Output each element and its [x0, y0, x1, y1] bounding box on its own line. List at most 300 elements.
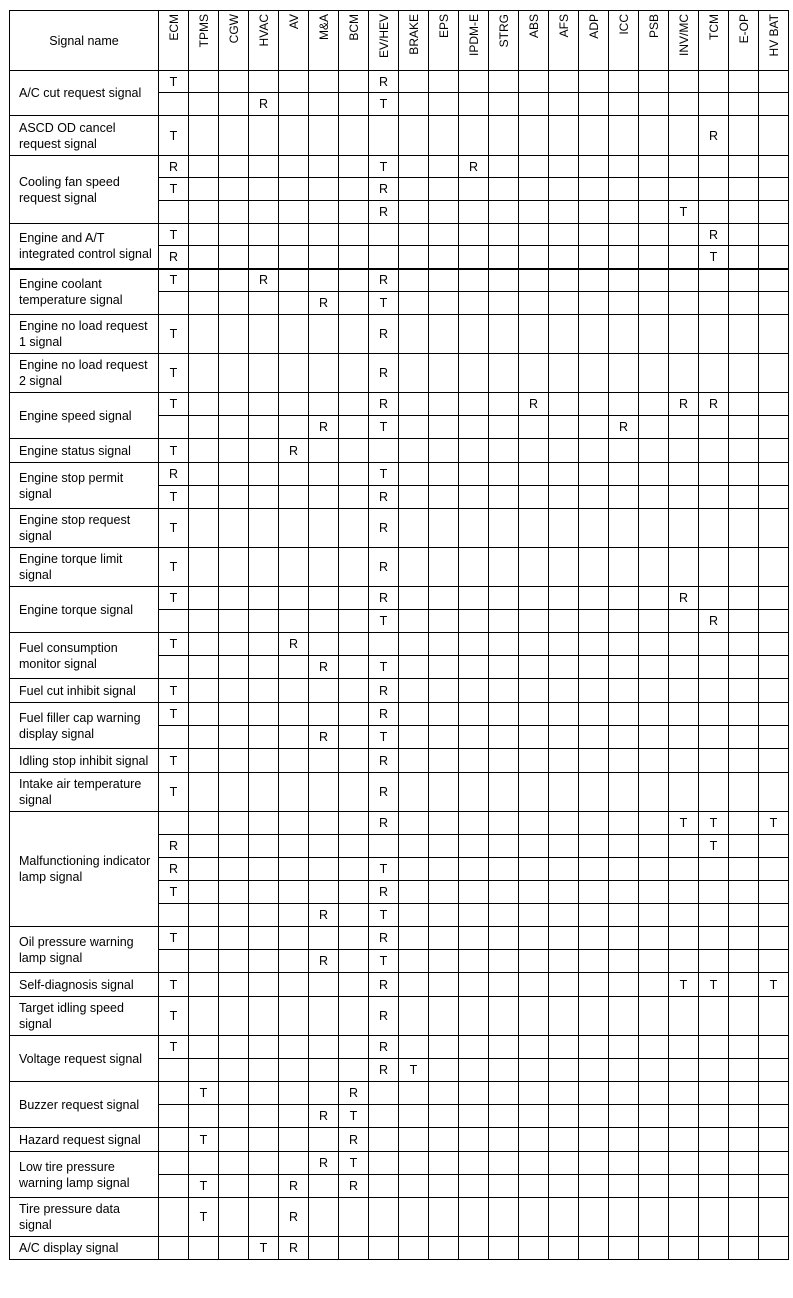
cell-bcm	[339, 587, 369, 610]
cell-inv-mc: R	[669, 587, 699, 610]
cell-afs	[549, 1059, 579, 1082]
cell-e-op	[729, 178, 759, 201]
cell-hvac	[249, 463, 279, 486]
cell-hvac	[249, 486, 279, 509]
cell-adp	[579, 1105, 609, 1128]
cell-av	[279, 116, 309, 156]
cell-psb	[639, 1237, 669, 1260]
cell-strg	[489, 835, 519, 858]
cell-bcm	[339, 633, 369, 656]
cell-hv-bat	[759, 656, 789, 679]
cell-inv-mc	[669, 679, 699, 703]
cell-bcm	[339, 679, 369, 703]
cell-m-a	[309, 548, 339, 587]
cell-hvac	[249, 835, 279, 858]
cell-afs	[549, 439, 579, 463]
cell-ecm: T	[159, 633, 189, 656]
cell-inv-mc	[669, 881, 699, 904]
cell-abs	[519, 633, 549, 656]
cell-brake	[399, 587, 429, 610]
cell-adp	[579, 439, 609, 463]
cell-eps	[429, 973, 459, 997]
cell-m-a	[309, 633, 339, 656]
cell-m-a	[309, 463, 339, 486]
cell-afs	[549, 463, 579, 486]
cell-ev-hev: T	[369, 950, 399, 973]
cell-eps	[429, 315, 459, 354]
cell-av	[279, 703, 309, 726]
cell-hvac	[249, 749, 279, 773]
cell-e-op	[729, 773, 759, 812]
cell-adp	[579, 548, 609, 587]
cell-adp	[579, 201, 609, 224]
cell-brake	[399, 726, 429, 749]
cell-ipdm-e	[459, 881, 489, 904]
cell-inv-mc: T	[669, 812, 699, 835]
cell-bcm	[339, 773, 369, 812]
signal-name: ASCD OD cancel request signal	[10, 116, 159, 156]
cell-hvac	[249, 858, 279, 881]
cell-ipdm-e	[459, 224, 489, 246]
cell-m-a	[309, 610, 339, 633]
cell-inv-mc	[669, 1082, 699, 1105]
cell-strg	[489, 656, 519, 679]
cell-brake	[399, 416, 429, 439]
cell-brake: T	[399, 1059, 429, 1082]
cell-ipdm-e	[459, 1128, 489, 1152]
cell-ecm: T	[159, 973, 189, 997]
cell-abs	[519, 156, 549, 178]
cell-adp	[579, 116, 609, 156]
cell-icc	[609, 997, 639, 1036]
cell-abs	[519, 997, 549, 1036]
cell-brake	[399, 656, 429, 679]
cell-psb	[639, 463, 669, 486]
cell-bcm	[339, 548, 369, 587]
cell-ev-hev: R	[369, 1059, 399, 1082]
table-row	[10, 1237, 789, 1260]
cell-eps	[429, 679, 459, 703]
cell-ev-hev: R	[369, 354, 399, 393]
cell-brake	[399, 71, 429, 93]
cell-afs	[549, 881, 579, 904]
cell-hv-bat	[759, 950, 789, 973]
cell-ev-hev: R	[369, 315, 399, 354]
cell-icc	[609, 973, 639, 997]
cell-abs	[519, 1059, 549, 1082]
cell-cgw	[219, 1175, 249, 1198]
cell-ecm	[159, 950, 189, 973]
cell-icc	[609, 587, 639, 610]
cell-cgw	[219, 1059, 249, 1082]
cell-ipdm-e	[459, 71, 489, 93]
cell-cgw	[219, 201, 249, 224]
cell-e-op	[729, 509, 759, 548]
cell-abs	[519, 224, 549, 246]
cell-tcm: R	[699, 224, 729, 246]
cell-abs	[519, 858, 549, 881]
cell-hv-bat	[759, 548, 789, 587]
cell-tpms	[189, 116, 219, 156]
cell-eps	[429, 269, 459, 292]
cell-tcm	[699, 1082, 729, 1105]
cell-tcm	[699, 1237, 729, 1260]
cell-strg	[489, 904, 519, 927]
cell-hv-bat	[759, 224, 789, 246]
cell-eps	[429, 93, 459, 116]
cell-ev-hev	[369, 246, 399, 269]
cell-tpms	[189, 973, 219, 997]
column-header-hvac	[249, 11, 279, 71]
cell-ecm: T	[159, 224, 189, 246]
cell-hv-bat	[759, 587, 789, 610]
cell-ipdm-e	[459, 416, 489, 439]
cell-bcm	[339, 610, 369, 633]
cell-inv-mc	[669, 116, 699, 156]
cell-av: R	[279, 1237, 309, 1260]
cell-tpms	[189, 927, 219, 950]
column-header-strg	[489, 11, 519, 71]
cell-m-a	[309, 587, 339, 610]
cell-abs	[519, 178, 549, 201]
cell-av	[279, 1128, 309, 1152]
cell-strg	[489, 881, 519, 904]
cell-bcm	[339, 927, 369, 950]
cell-eps	[429, 1198, 459, 1237]
cell-brake	[399, 1152, 429, 1175]
cell-av	[279, 486, 309, 509]
column-header-label: PSB	[646, 14, 661, 39]
cell-icc	[609, 610, 639, 633]
cell-abs	[519, 1175, 549, 1198]
cell-abs	[519, 656, 549, 679]
cell-tpms	[189, 881, 219, 904]
cell-strg	[489, 292, 519, 315]
cell-bcm	[339, 835, 369, 858]
cell-hvac	[249, 178, 279, 201]
cell-strg	[489, 1152, 519, 1175]
cell-psb	[639, 548, 669, 587]
cell-hvac	[249, 726, 279, 749]
cell-tcm	[699, 633, 729, 656]
cell-psb	[639, 927, 669, 950]
cell-ecm	[159, 656, 189, 679]
cell-adp	[579, 904, 609, 927]
cell-psb	[639, 93, 669, 116]
cell-strg	[489, 269, 519, 292]
cell-abs	[519, 116, 549, 156]
cell-adp	[579, 1237, 609, 1260]
cell-abs	[519, 1105, 549, 1128]
cell-adp	[579, 156, 609, 178]
cell-tcm	[699, 416, 729, 439]
cell-tcm	[699, 1198, 729, 1237]
cell-adp	[579, 997, 609, 1036]
column-header-label: TPMS	[196, 14, 211, 48]
cell-inv-mc	[669, 1036, 699, 1059]
column-header-label: ECM	[166, 14, 181, 41]
cell-tpms	[189, 656, 219, 679]
cell-av	[279, 679, 309, 703]
cell-ecm: T	[159, 393, 189, 416]
cell-ipdm-e	[459, 116, 489, 156]
cell-afs	[549, 812, 579, 835]
cell-brake	[399, 812, 429, 835]
cell-abs	[519, 679, 549, 703]
signal-table	[9, 10, 789, 1260]
cell-hvac	[249, 246, 279, 269]
cell-cgw	[219, 416, 249, 439]
cell-cgw	[219, 93, 249, 116]
cell-cgw	[219, 156, 249, 178]
cell-adp	[579, 224, 609, 246]
cell-e-op	[729, 997, 759, 1036]
cell-m-a	[309, 703, 339, 726]
column-header-m-a	[309, 11, 339, 71]
signal-name: Malfunctioning indicator lamp signal	[10, 812, 159, 927]
cell-tpms: T	[189, 1128, 219, 1152]
cell-hvac	[249, 156, 279, 178]
cell-cgw	[219, 116, 249, 156]
cell-tcm	[699, 904, 729, 927]
cell-hv-bat	[759, 610, 789, 633]
cell-m-a	[309, 1128, 339, 1152]
cell-ipdm-e	[459, 1152, 489, 1175]
cell-ecm: T	[159, 509, 189, 548]
cell-m-a	[309, 749, 339, 773]
table-row	[10, 633, 789, 656]
cell-eps	[429, 726, 459, 749]
cell-bcm	[339, 116, 369, 156]
cell-bcm	[339, 201, 369, 224]
cell-psb	[639, 858, 669, 881]
cell-ev-hev	[369, 1237, 399, 1260]
signal-name: Engine torque signal	[10, 587, 159, 633]
cell-icc	[609, 439, 639, 463]
cell-ecm	[159, 292, 189, 315]
cell-eps	[429, 703, 459, 726]
table-row	[10, 973, 789, 997]
table-row	[10, 354, 789, 393]
cell-psb	[639, 1036, 669, 1059]
cell-afs	[549, 224, 579, 246]
cell-tpms	[189, 587, 219, 610]
cell-ecm	[159, 201, 189, 224]
cell-tpms	[189, 1036, 219, 1059]
cell-adp	[579, 71, 609, 93]
cell-bcm	[339, 156, 369, 178]
cell-tcm	[699, 749, 729, 773]
cell-e-op	[729, 1036, 759, 1059]
cell-m-a	[309, 835, 339, 858]
cell-cgw	[219, 354, 249, 393]
cell-eps	[429, 881, 459, 904]
cell-tcm: R	[699, 610, 729, 633]
cell-m-a	[309, 1237, 339, 1260]
cell-adp	[579, 1175, 609, 1198]
cell-icc	[609, 858, 639, 881]
cell-strg	[489, 246, 519, 269]
cell-ipdm-e	[459, 178, 489, 201]
cell-ev-hev: T	[369, 858, 399, 881]
cell-strg	[489, 950, 519, 973]
column-header-psb	[639, 11, 669, 71]
cell-hvac	[249, 703, 279, 726]
cell-brake	[399, 156, 429, 178]
cell-inv-mc	[669, 927, 699, 950]
cell-adp	[579, 587, 609, 610]
cell-ev-hev: R	[369, 269, 399, 292]
cell-m-a	[309, 973, 339, 997]
cell-abs	[519, 292, 549, 315]
cell-abs	[519, 463, 549, 486]
cell-psb	[639, 509, 669, 548]
cell-av	[279, 93, 309, 116]
cell-e-op	[729, 416, 759, 439]
table-row	[10, 116, 789, 156]
cell-m-a	[309, 881, 339, 904]
cell-e-op	[729, 246, 759, 269]
cell-hvac	[249, 656, 279, 679]
cell-inv-mc	[669, 703, 699, 726]
cell-hvac	[249, 116, 279, 156]
cell-av: R	[279, 1175, 309, 1198]
cell-tcm	[699, 1036, 729, 1059]
cell-hvac	[249, 1175, 279, 1198]
cell-e-op	[729, 548, 759, 587]
cell-strg	[489, 1128, 519, 1152]
cell-inv-mc	[669, 1128, 699, 1152]
signal-name: Engine stop request signal	[10, 509, 159, 548]
cell-abs	[519, 269, 549, 292]
cell-afs	[549, 773, 579, 812]
column-header-label: IPDM-E	[466, 14, 481, 56]
cell-bcm	[339, 812, 369, 835]
cell-av	[279, 393, 309, 416]
column-header-tpms	[189, 11, 219, 71]
cell-m-a	[309, 246, 339, 269]
cell-afs	[549, 292, 579, 315]
cell-cgw	[219, 835, 249, 858]
cell-ipdm-e	[459, 773, 489, 812]
cell-abs	[519, 881, 549, 904]
cell-hv-bat	[759, 292, 789, 315]
cell-abs	[519, 509, 549, 548]
cell-adp	[579, 354, 609, 393]
cell-adp	[579, 812, 609, 835]
cell-abs	[519, 749, 549, 773]
cell-ecm	[159, 812, 189, 835]
cell-av	[279, 858, 309, 881]
cell-tpms	[189, 835, 219, 858]
column-header-label: HVAC	[256, 14, 271, 47]
cell-e-op	[729, 858, 759, 881]
cell-strg	[489, 1237, 519, 1260]
cell-icc	[609, 315, 639, 354]
cell-eps	[429, 904, 459, 927]
cell-abs	[519, 835, 549, 858]
column-header-label: BCM	[346, 14, 361, 41]
cell-brake	[399, 393, 429, 416]
cell-abs	[519, 812, 549, 835]
cell-e-op	[729, 587, 759, 610]
cell-eps	[429, 486, 459, 509]
cell-hv-bat	[759, 927, 789, 950]
signal-name: Self-diagnosis signal	[10, 973, 159, 997]
column-header-label: E-OP	[736, 14, 751, 44]
cell-ecm: T	[159, 71, 189, 93]
cell-ecm	[159, 1175, 189, 1198]
cell-m-a	[309, 812, 339, 835]
cell-eps	[429, 201, 459, 224]
signal-name: Tire pressure data signal	[10, 1198, 159, 1237]
cell-av: R	[279, 633, 309, 656]
cell-hv-bat	[759, 1059, 789, 1082]
cell-strg	[489, 439, 519, 463]
cell-eps	[429, 587, 459, 610]
cell-e-op	[729, 1128, 759, 1152]
cell-tcm	[699, 997, 729, 1036]
cell-cgw	[219, 703, 249, 726]
cell-tcm	[699, 1175, 729, 1198]
cell-psb	[639, 201, 669, 224]
cell-hvac	[249, 973, 279, 997]
cell-tcm	[699, 509, 729, 548]
cell-hv-bat	[759, 116, 789, 156]
cell-bcm	[339, 486, 369, 509]
cell-ecm: T	[159, 773, 189, 812]
cell-abs	[519, 973, 549, 997]
cell-tpms	[189, 1152, 219, 1175]
cell-av	[279, 224, 309, 246]
cell-e-op	[729, 116, 759, 156]
signal-name: Intake air temperature signal	[10, 773, 159, 812]
cell-eps	[429, 1128, 459, 1152]
cell-inv-mc	[669, 416, 699, 439]
cell-ev-hev	[369, 1198, 399, 1237]
table-row	[10, 393, 789, 416]
signal-name: Engine no load request 1 signal	[10, 315, 159, 354]
cell-icc	[609, 71, 639, 93]
cell-m-a	[309, 315, 339, 354]
cell-ecm	[159, 726, 189, 749]
cell-ipdm-e	[459, 1105, 489, 1128]
cell-psb	[639, 1128, 669, 1152]
cell-cgw	[219, 749, 249, 773]
cell-strg	[489, 858, 519, 881]
cell-brake	[399, 904, 429, 927]
cell-ecm: T	[159, 679, 189, 703]
cell-hvac	[249, 927, 279, 950]
cell-adp	[579, 292, 609, 315]
cell-afs	[549, 116, 579, 156]
cell-adp	[579, 1059, 609, 1082]
cell-psb	[639, 749, 669, 773]
cell-hvac	[249, 587, 279, 610]
cell-ipdm-e	[459, 633, 489, 656]
cell-ev-hev: R	[369, 393, 399, 416]
cell-ev-hev	[369, 1152, 399, 1175]
cell-cgw	[219, 679, 249, 703]
cell-icc	[609, 927, 639, 950]
cell-av	[279, 71, 309, 93]
cell-psb	[639, 679, 669, 703]
signal-name: Engine stop permit signal	[10, 463, 159, 509]
cell-brake	[399, 881, 429, 904]
cell-tpms	[189, 71, 219, 93]
cell-strg	[489, 679, 519, 703]
cell-tpms	[189, 315, 219, 354]
